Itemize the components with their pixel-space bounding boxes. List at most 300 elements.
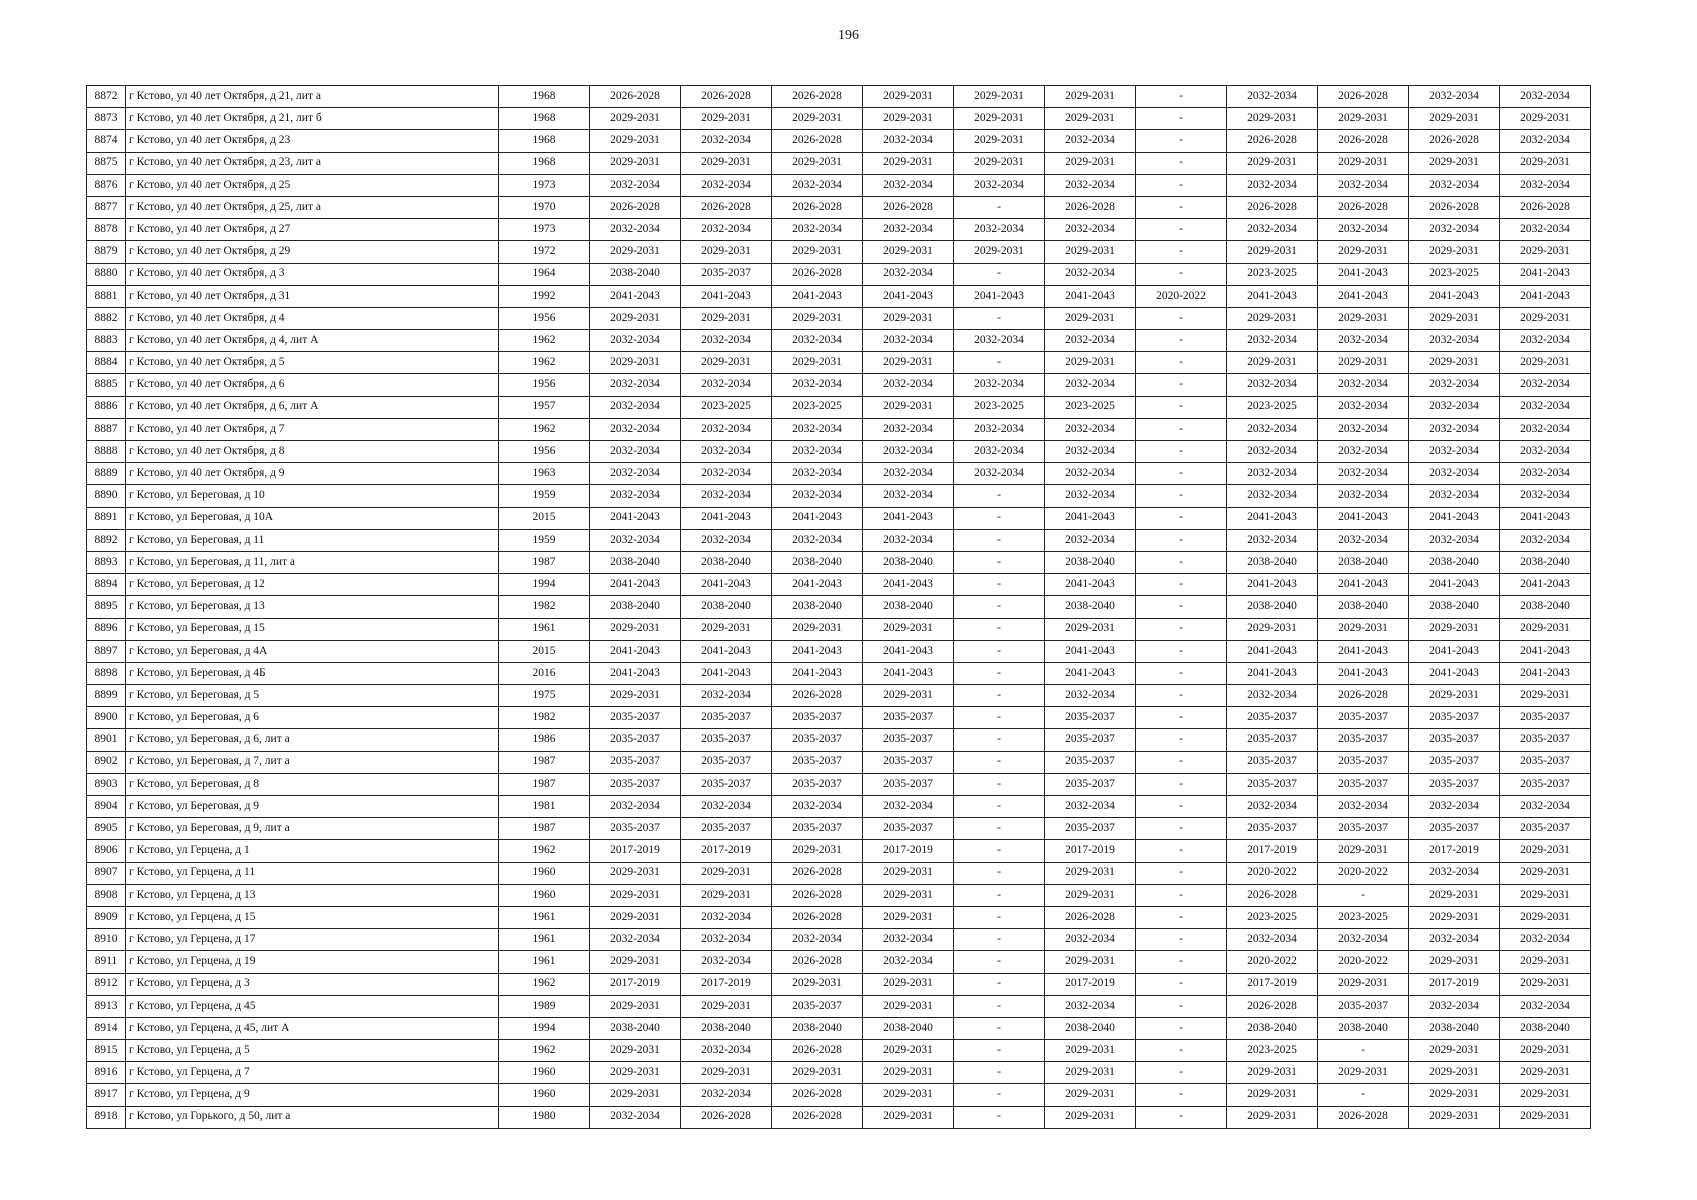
period-cell: 2020-2022 <box>1318 862 1409 884</box>
period-cell: 2017-2019 <box>1227 840 1318 862</box>
period-cell: 2035-2037 <box>772 995 863 1017</box>
address-cell: г Кстово, ул Береговая, д 13 <box>126 596 499 618</box>
period-cell: 2029-2031 <box>1045 86 1136 108</box>
period-cell: 2041-2043 <box>590 507 681 529</box>
period-cell: 2029-2031 <box>1045 1062 1136 1084</box>
period-cell: 2026-2028 <box>1318 196 1409 218</box>
period-cell: 2029-2031 <box>1500 840 1591 862</box>
period-cell: - <box>1136 906 1227 928</box>
period-cell: 2038-2040 <box>1500 1017 1591 1039</box>
period-cell: 2029-2031 <box>681 995 772 1017</box>
address-cell: г Кстово, ул 40 лет Октября, д 4, лит А <box>126 330 499 352</box>
period-cell: - <box>1136 418 1227 440</box>
period-cell: 2029-2031 <box>863 1062 954 1084</box>
period-cell: 2032-2034 <box>1318 529 1409 551</box>
period-cell: 2026-2028 <box>1227 196 1318 218</box>
period-cell: 2035-2037 <box>1318 729 1409 751</box>
period-cell: 2023-2025 <box>1227 1040 1318 1062</box>
period-cell: 2035-2037 <box>1045 773 1136 795</box>
period-cell: 2029-2031 <box>1045 352 1136 374</box>
period-cell: 2035-2037 <box>1045 818 1136 840</box>
table-row <box>87 86 1591 108</box>
year-built-cell: 1981 <box>499 796 590 818</box>
period-cell: 2029-2031 <box>954 108 1045 130</box>
period-cell: 2032-2034 <box>1409 86 1500 108</box>
period-cell: - <box>954 1106 1045 1128</box>
period-cell: 2032-2034 <box>590 374 681 396</box>
period-cell: 2038-2040 <box>1409 1017 1500 1039</box>
period-cell: 2029-2031 <box>1409 307 1500 329</box>
year-built-cell: 1960 <box>499 1062 590 1084</box>
year-built-cell: 1956 <box>499 374 590 396</box>
period-cell: 2029-2031 <box>1227 307 1318 329</box>
period-cell: 2041-2043 <box>1409 285 1500 307</box>
period-cell: 2026-2028 <box>590 86 681 108</box>
address-cell: г Кстово, ул Береговая, д 12 <box>126 574 499 596</box>
period-cell: 2029-2031 <box>1227 108 1318 130</box>
period-cell: 2029-2031 <box>1409 685 1500 707</box>
period-cell: 2026-2028 <box>772 884 863 906</box>
period-cell: 2017-2019 <box>863 840 954 862</box>
period-cell: 2023-2025 <box>954 396 1045 418</box>
period-cell: 2029-2031 <box>863 685 954 707</box>
period-cell: 2038-2040 <box>1500 551 1591 573</box>
period-cell: 2032-2034 <box>1318 374 1409 396</box>
year-built-cell: 1975 <box>499 685 590 707</box>
period-cell: 2032-2034 <box>1227 330 1318 352</box>
period-cell: 2032-2034 <box>681 685 772 707</box>
table-row <box>87 130 1591 152</box>
period-cell: 2032-2034 <box>1409 995 1500 1017</box>
period-cell: 2026-2028 <box>772 196 863 218</box>
period-cell: 2032-2034 <box>1318 485 1409 507</box>
period-cell: 2026-2028 <box>772 1084 863 1106</box>
period-cell: 2035-2037 <box>1318 707 1409 729</box>
period-cell: 2029-2031 <box>863 973 954 995</box>
period-cell: 2029-2031 <box>863 618 954 640</box>
period-cell: 2032-2034 <box>590 174 681 196</box>
period-cell: 2029-2031 <box>863 396 954 418</box>
period-cell: - <box>1136 196 1227 218</box>
period-cell: 2032-2034 <box>590 485 681 507</box>
period-cell: 2026-2028 <box>1045 196 1136 218</box>
period-cell: 2041-2043 <box>863 662 954 684</box>
row-number-cell: 8894 <box>87 574 126 596</box>
period-cell: 2041-2043 <box>1409 574 1500 596</box>
period-cell: 2035-2037 <box>772 773 863 795</box>
period-cell: 2032-2034 <box>772 219 863 241</box>
row-number-cell: 8872 <box>87 86 126 108</box>
row-number-cell: 8895 <box>87 596 126 618</box>
period-cell: 2032-2034 <box>1409 441 1500 463</box>
address-cell: г Кстово, ул Герцена, д 19 <box>126 951 499 973</box>
period-cell: - <box>954 1017 1045 1039</box>
row-number-cell: 8906 <box>87 840 126 862</box>
period-cell: - <box>954 818 1045 840</box>
year-built-cell: 1957 <box>499 396 590 418</box>
period-cell: 2038-2040 <box>590 596 681 618</box>
table-row <box>87 1040 1591 1062</box>
period-cell: - <box>1136 796 1227 818</box>
period-cell: 2029-2031 <box>1045 1040 1136 1062</box>
period-cell: 2041-2043 <box>1500 263 1591 285</box>
period-cell: 2029-2031 <box>590 685 681 707</box>
period-cell: 2026-2028 <box>681 196 772 218</box>
period-cell: 2029-2031 <box>863 152 954 174</box>
row-number-cell: 8905 <box>87 818 126 840</box>
row-number-cell: 8913 <box>87 995 126 1017</box>
period-cell: 2032-2034 <box>863 951 954 973</box>
period-cell: - <box>954 507 1045 529</box>
period-cell: - <box>1136 463 1227 485</box>
period-cell: - <box>954 1040 1045 1062</box>
period-cell: 2029-2031 <box>863 995 954 1017</box>
table-row <box>87 152 1591 174</box>
period-cell: 2026-2028 <box>772 685 863 707</box>
period-cell: 2032-2034 <box>1318 418 1409 440</box>
period-cell: 2029-2031 <box>1409 108 1500 130</box>
table-row <box>87 263 1591 285</box>
year-built-cell: 1961 <box>499 618 590 640</box>
period-cell: 2029-2031 <box>681 152 772 174</box>
period-cell: 2032-2034 <box>1500 796 1591 818</box>
period-cell: 2032-2034 <box>1318 330 1409 352</box>
period-cell: 2032-2034 <box>863 263 954 285</box>
table-row <box>87 1106 1591 1128</box>
period-cell: 2032-2034 <box>590 441 681 463</box>
period-cell: 2035-2037 <box>1318 773 1409 795</box>
period-cell: 2041-2043 <box>1227 285 1318 307</box>
period-cell: - <box>1136 840 1227 862</box>
row-number-cell: 8909 <box>87 906 126 928</box>
period-cell: 2032-2034 <box>1227 86 1318 108</box>
period-cell: 2029-2031 <box>1227 241 1318 263</box>
period-cell: 2041-2043 <box>590 285 681 307</box>
period-cell: 2032-2034 <box>1045 796 1136 818</box>
period-cell: 2029-2031 <box>863 307 954 329</box>
table-row <box>87 330 1591 352</box>
period-cell: 2026-2028 <box>590 196 681 218</box>
year-built-cell: 1987 <box>499 818 590 840</box>
period-cell: 2029-2031 <box>1045 1084 1136 1106</box>
period-cell: 2023-2025 <box>1045 396 1136 418</box>
year-built-cell: 1956 <box>499 307 590 329</box>
period-cell: 2029-2031 <box>681 862 772 884</box>
period-cell: 2029-2031 <box>772 241 863 263</box>
period-cell: - <box>954 485 1045 507</box>
table-row <box>87 285 1591 307</box>
address-cell: г Кстово, ул Герцена, д 15 <box>126 906 499 928</box>
period-cell: - <box>954 773 1045 795</box>
period-cell: 2029-2031 <box>1318 973 1409 995</box>
period-cell: 2026-2028 <box>1227 130 1318 152</box>
period-cell: 2017-2019 <box>681 840 772 862</box>
period-cell: 2017-2019 <box>1045 840 1136 862</box>
period-cell: 2032-2034 <box>863 441 954 463</box>
year-built-cell: 1973 <box>499 219 590 241</box>
period-cell: - <box>954 884 1045 906</box>
period-cell: 2032-2034 <box>1227 174 1318 196</box>
period-cell: 2029-2031 <box>681 108 772 130</box>
address-cell: г Кстово, ул Береговая, д 5 <box>126 685 499 707</box>
period-cell: 2035-2037 <box>1227 818 1318 840</box>
row-number-cell: 8890 <box>87 485 126 507</box>
period-cell: 2032-2034 <box>681 906 772 928</box>
period-cell: 2026-2028 <box>681 1106 772 1128</box>
period-cell: 2017-2019 <box>681 973 772 995</box>
period-cell: - <box>1136 1106 1227 1128</box>
table-row <box>87 884 1591 906</box>
period-cell: 2029-2031 <box>1318 307 1409 329</box>
period-cell: 2035-2037 <box>863 773 954 795</box>
year-built-cell: 1961 <box>499 951 590 973</box>
period-cell: 2032-2034 <box>1409 463 1500 485</box>
period-cell: 2032-2034 <box>954 374 1045 396</box>
row-number-cell: 8893 <box>87 551 126 573</box>
period-cell: 2038-2040 <box>1045 1017 1136 1039</box>
row-number-cell: 8892 <box>87 529 126 551</box>
period-cell: 2035-2037 <box>1318 995 1409 1017</box>
period-cell: 2029-2031 <box>1409 618 1500 640</box>
period-cell: 2041-2043 <box>1409 662 1500 684</box>
period-cell: 2041-2043 <box>1318 574 1409 596</box>
period-cell: 2035-2037 <box>1500 751 1591 773</box>
period-cell: 2032-2034 <box>681 463 772 485</box>
period-cell: 2035-2037 <box>590 707 681 729</box>
table-row <box>87 685 1591 707</box>
year-built-cell: 1994 <box>499 574 590 596</box>
period-cell: 2032-2034 <box>772 174 863 196</box>
table-row <box>87 995 1591 1017</box>
address-cell: г Кстово, ул Береговая, д 4Б <box>126 662 499 684</box>
year-built-cell: 1963 <box>499 463 590 485</box>
period-cell: 2029-2031 <box>590 1062 681 1084</box>
period-cell: 2041-2043 <box>681 640 772 662</box>
period-cell: 2023-2025 <box>681 396 772 418</box>
address-cell: г Кстово, ул Герцена, д 3 <box>126 973 499 995</box>
period-cell: 2032-2034 <box>863 130 954 152</box>
period-cell: - <box>954 995 1045 1017</box>
period-cell: 2029-2031 <box>1409 906 1500 928</box>
year-built-cell: 1968 <box>499 86 590 108</box>
period-cell: 2041-2043 <box>681 285 772 307</box>
period-cell: - <box>1136 818 1227 840</box>
period-cell: - <box>1136 263 1227 285</box>
table-row <box>87 796 1591 818</box>
period-cell: 2035-2037 <box>1409 707 1500 729</box>
year-built-cell: 1968 <box>499 130 590 152</box>
period-cell: - <box>1318 884 1409 906</box>
address-cell: г Кстово, ул 40 лет Октября, д 27 <box>126 219 499 241</box>
period-cell: 2032-2034 <box>1318 929 1409 951</box>
table-row <box>87 463 1591 485</box>
period-cell: 2032-2034 <box>772 330 863 352</box>
table-row <box>87 241 1591 263</box>
period-cell: 2032-2034 <box>1409 396 1500 418</box>
period-cell: 2029-2031 <box>681 241 772 263</box>
period-cell: 2038-2040 <box>1045 551 1136 573</box>
period-cell: 2032-2034 <box>1045 219 1136 241</box>
period-cell: 2029-2031 <box>863 86 954 108</box>
period-cell: 2032-2034 <box>1045 463 1136 485</box>
period-cell: 2029-2031 <box>863 884 954 906</box>
period-cell: 2032-2034 <box>1045 995 1136 1017</box>
period-cell: 2017-2019 <box>1045 973 1136 995</box>
period-cell: 2032-2034 <box>954 463 1045 485</box>
period-cell: 2029-2031 <box>1227 618 1318 640</box>
period-cell: 2035-2037 <box>1500 818 1591 840</box>
row-number-cell: 8900 <box>87 707 126 729</box>
period-cell: 2026-2028 <box>863 196 954 218</box>
year-built-cell: 1959 <box>499 485 590 507</box>
period-cell: 2032-2034 <box>1045 418 1136 440</box>
period-cell: 2029-2031 <box>1409 1040 1500 1062</box>
period-cell: 2041-2043 <box>1500 640 1591 662</box>
period-cell: 2029-2031 <box>590 884 681 906</box>
period-cell: 2041-2043 <box>772 662 863 684</box>
period-cell: 2029-2031 <box>1227 152 1318 174</box>
period-cell: 2032-2034 <box>1500 441 1591 463</box>
period-cell: - <box>1136 174 1227 196</box>
period-cell: 2041-2043 <box>863 574 954 596</box>
period-cell: - <box>1136 929 1227 951</box>
period-cell: 2029-2031 <box>1318 618 1409 640</box>
period-cell: 2032-2034 <box>954 330 1045 352</box>
period-cell: 2032-2034 <box>681 219 772 241</box>
period-cell: 2029-2031 <box>863 352 954 374</box>
registry-table <box>86 85 1591 1129</box>
address-cell: г Кстово, ул Герцена, д 7 <box>126 1062 499 1084</box>
period-cell: 2029-2031 <box>1409 1106 1500 1128</box>
period-cell: 2038-2040 <box>772 1017 863 1039</box>
period-cell: 2026-2028 <box>772 906 863 928</box>
year-built-cell: 1962 <box>499 840 590 862</box>
period-cell: 2029-2031 <box>590 1084 681 1106</box>
period-cell: 2032-2034 <box>681 174 772 196</box>
table-row <box>87 507 1591 529</box>
period-cell: 2032-2034 <box>590 529 681 551</box>
period-cell: - <box>1136 1040 1227 1062</box>
period-cell: 2032-2034 <box>1500 130 1591 152</box>
period-cell: 2032-2034 <box>590 330 681 352</box>
address-cell: г Кстово, ул 40 лет Октября, д 6, лит А <box>126 396 499 418</box>
period-cell: 2041-2043 <box>1045 640 1136 662</box>
period-cell: 2032-2034 <box>1409 485 1500 507</box>
address-cell: г Кстово, ул Береговая, д 10А <box>126 507 499 529</box>
period-cell: 2029-2031 <box>772 307 863 329</box>
table-row <box>87 751 1591 773</box>
period-cell: 2032-2034 <box>863 929 954 951</box>
period-cell: 2029-2031 <box>1500 307 1591 329</box>
period-cell: 2035-2037 <box>681 773 772 795</box>
address-cell: г Кстово, ул Береговая, д 11, лит а <box>126 551 499 573</box>
period-cell: 2026-2028 <box>1318 86 1409 108</box>
period-cell: 2029-2031 <box>1500 973 1591 995</box>
period-cell: - <box>1136 529 1227 551</box>
period-cell: 2026-2028 <box>772 263 863 285</box>
period-cell: 2032-2034 <box>1045 174 1136 196</box>
row-number-cell: 8880 <box>87 263 126 285</box>
period-cell: 2032-2034 <box>772 929 863 951</box>
period-cell: - <box>1136 330 1227 352</box>
period-cell: 2029-2031 <box>681 1062 772 1084</box>
period-cell: - <box>954 529 1045 551</box>
period-cell: 2041-2043 <box>1318 285 1409 307</box>
period-cell: 2032-2034 <box>1318 463 1409 485</box>
period-cell: - <box>1136 396 1227 418</box>
period-cell: 2032-2034 <box>590 219 681 241</box>
period-cell: 2032-2034 <box>772 418 863 440</box>
period-cell: 2032-2034 <box>1318 219 1409 241</box>
table-row <box>87 1084 1591 1106</box>
address-cell: г Кстово, ул Герцена, д 1 <box>126 840 499 862</box>
period-cell: 2032-2034 <box>1045 685 1136 707</box>
period-cell: 2038-2040 <box>863 1017 954 1039</box>
table-row <box>87 818 1591 840</box>
period-cell: 2026-2028 <box>1500 196 1591 218</box>
address-cell: г Кстово, ул Герцена, д 13 <box>126 884 499 906</box>
period-cell: 2035-2037 <box>772 729 863 751</box>
row-number-cell: 8907 <box>87 862 126 884</box>
period-cell: 2029-2031 <box>1227 1062 1318 1084</box>
table-row <box>87 951 1591 973</box>
period-cell: - <box>1136 352 1227 374</box>
period-cell: 2032-2034 <box>1318 174 1409 196</box>
period-cell: 2038-2040 <box>863 596 954 618</box>
period-cell: 2029-2031 <box>1227 1084 1318 1106</box>
period-cell: 2035-2037 <box>681 263 772 285</box>
period-cell: 2035-2037 <box>1227 751 1318 773</box>
address-cell: г Кстово, ул Герцена, д 5 <box>126 1040 499 1062</box>
period-cell: 2041-2043 <box>863 285 954 307</box>
period-cell: 2041-2043 <box>1318 640 1409 662</box>
address-cell: г Кстово, ул 40 лет Октября, д 21, лит а <box>126 86 499 108</box>
period-cell: - <box>954 618 1045 640</box>
period-cell: 2035-2037 <box>1409 729 1500 751</box>
period-cell: 2035-2037 <box>1227 773 1318 795</box>
period-cell: 2032-2034 <box>863 796 954 818</box>
period-cell: 2038-2040 <box>681 596 772 618</box>
period-cell: - <box>1136 551 1227 573</box>
period-cell: - <box>1136 219 1227 241</box>
row-number-cell: 8918 <box>87 1106 126 1128</box>
period-cell: 2029-2031 <box>863 906 954 928</box>
period-cell: 2032-2034 <box>1409 862 1500 884</box>
period-cell: 2032-2034 <box>1227 374 1318 396</box>
period-cell: 2035-2037 <box>863 751 954 773</box>
period-cell: 2029-2031 <box>1500 685 1591 707</box>
period-cell: - <box>1136 374 1227 396</box>
period-cell: 2035-2037 <box>681 707 772 729</box>
year-built-cell: 1982 <box>499 596 590 618</box>
period-cell: 2032-2034 <box>954 441 1045 463</box>
period-cell: 2029-2031 <box>1500 241 1591 263</box>
period-cell: 2029-2031 <box>1500 352 1591 374</box>
period-cell: 2032-2034 <box>1227 485 1318 507</box>
row-number-cell: 8874 <box>87 130 126 152</box>
period-cell: 2041-2043 <box>1318 263 1409 285</box>
period-cell: 2029-2031 <box>1500 152 1591 174</box>
period-cell: 2023-2025 <box>772 396 863 418</box>
row-number-cell: 8879 <box>87 241 126 263</box>
period-cell: 2032-2034 <box>1045 529 1136 551</box>
period-cell: 2038-2040 <box>1318 551 1409 573</box>
period-cell: 2023-2025 <box>1227 906 1318 928</box>
period-cell: 2035-2037 <box>863 818 954 840</box>
period-cell: 2029-2031 <box>1318 352 1409 374</box>
period-cell: 2041-2043 <box>1045 507 1136 529</box>
period-cell: 2032-2034 <box>1500 86 1591 108</box>
